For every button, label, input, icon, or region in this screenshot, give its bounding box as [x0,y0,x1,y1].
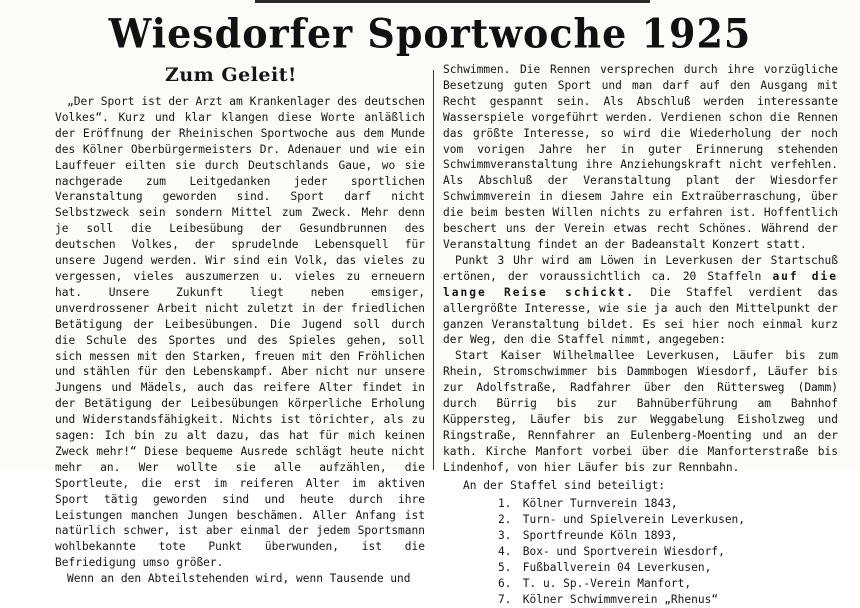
list-label: Kölner Schwimmverein „Rhenus“ [522,592,719,606]
list-item [443,576,838,592]
list-number: 7. [498,592,512,606]
list-label: Turn- und Spielverein Leverkusen, [522,513,746,527]
article-paragraph: Wenn an den Abteilstehenden wird, wenn Tausende und [67,572,411,586]
list-item [443,496,838,512]
masthead-title: Wiesdorfer Sportwoche 1925 [108,9,752,58]
list-number: 6. [498,577,512,590]
article-paragraph: Schwimmen. Die Rennen versprechen durch ihre vorzügliche Besetzung guten Sport und man darf auf den Ausgang mit Recht gespannt sein. Als Abschluß werden interessante Wasserspiele vorgeführt werden. Verdienen schon die Rennen das größte Interesse, so wird die Wiederholung der noch vom vorigen Jahre her in guter Erinnerung stehenden Schwimmveranstaltung ihre Anziehungskraft nicht verfehlen. Als Abschluß der Veranstaltung plant der Wiesdorfer Schwimmverein in diesem Jahre ein Extraüberraschung, über die beim besten Willen nichts zu erfahren ist. Hoffentlich beschert uns der Verein etwas recht Schönes. Während der Veranstaltung findet an der Badeanstalt Konzert statt. [443,63,838,251]
list-label: T. u. Sp.-Verein Manfort, [522,577,692,590]
article-paragraph: Start Kaiser Wilhelmallee Leverkusen, Läufer bis zum Rhein, Stromschwimmer bis Dammbogen Wiesdorf, Läufer bis zur Adolfstraße, Radfahrer über den Rüttersweg (Damm) durch Bürrig bis zur Bahnüberführung am Bahnhof Küppersteg, Läufer bis zur Weggabelung Eisholzweg und Ringstraße, Rennfahrer an Eulenberg-Moenting und an der kath. Kirche Manfort vorbei über die Manforterstraße bis Lindenhof, von hier Läufer bis zur Rennbahn. [443,349,838,474]
list-number: 4. [498,545,512,559]
list-number: 2. [498,513,512,527]
participant-list [443,496,838,607]
article-paragraph [443,253,838,348]
top-rule [255,0,650,3]
list-label: Kölner Turnverein 1843, [522,497,678,511]
list-number: 1. [498,497,512,511]
list-label: Sportfreunde Köln 1893, [522,529,678,543]
list-number: 3. [498,529,512,543]
list-item [443,592,838,608]
right-column [443,62,838,606]
left-column [55,62,425,586]
section-heading: Zum Geleit! [165,64,297,86]
list-item [443,512,838,528]
emphasized-text: auf die lange Reise schickt. [443,269,838,299]
list-intro: An der Staffel sind beteiligt: [463,478,666,492]
column-divider [433,70,434,470]
list-item [443,560,838,576]
paragraph-text: Punkt 3 Uhr wird am Löwen in Leverkusen der Startschuß ertönen, der voraussichtlich ca. 20 Staffeln [443,253,838,283]
list-label: Fußballverein 04 Leverkusen, [522,561,712,575]
list-label: Box- und Sportverein Wiesdorf, [522,545,725,559]
paragraph-text: Die Staffel verdient das allergrößte Interesse, wie sie ja auch den Mittelpunkt der ganzen Veranstaltung bildet. Es sei hier noch einmal kurz der Weg, den die Staffel nimmt, angegeben: [443,285,838,347]
article-paragraph: „Der Sport ist der Arzt am Krankenlager des deutschen Volkes“. Kurz und klar klangen diese Worte anläßlich der Eröffnung der Rheinischen Sportwoche aus dem Munde des Kölner Oberbürgermeisters Dr. Adenauer und wie ein Lauffeuer eilten sie durch Deutschlands Gaue, wo sie nachgerade zum Leitgedanken jeder sportlichen Veranstaltung geworden sind. Sport darf nicht Selbstzweck sein sondern Mittel zum Zweck. Mehr denn je soll die Leibesübung der Gesundbrunnen des deutschen Volkes, der sprudelnde Lebensquell für unsere Jugend werden. Wir sind ein Volk, das vieles zu vergessen, vieles auszumerzen u. vieles zu erneuern hat. Unsere Zukunft liegt neben emsiger, unverdrossener Arbeit nicht zuletzt in der friedlichen Betätigung der Leibesübungen. Die Jugend soll durch die Schule des Sportes und des Spieles gehen, soll sich messen mit den Starken, freuen mit den Fröhlichen und stählen für den Lebenskampf. Aber nicht nur unsere Jungens und Mädels, auch das reifere Alter findet in der Betätigung der Leibesübungen körperliche Erholung und Widerstandsfähigkeit. Nichts ist törichter, als zu sagen: Ich bin zu alt dazu, das hat für mich keinen Zweck mehr!“ Diese bequeme Ausrede schlägt heute nicht mehr an. Wer wollte sie alle aufzählen, die Sportleute, die erst im reiferen Alter im aktiven Sport tätig geworden sind und heute durch ihre Leistungen manchen Jungen beschämen. Aller Anfang ist natürlich schwer, ist aber einmal der jedem Sportsmann wohlbekannte tote Punkt überwunden, ist die Befriedigung umso größer. [55,95,425,570]
list-item [443,544,838,560]
list-item [443,528,838,544]
list-number: 5. [498,561,512,575]
